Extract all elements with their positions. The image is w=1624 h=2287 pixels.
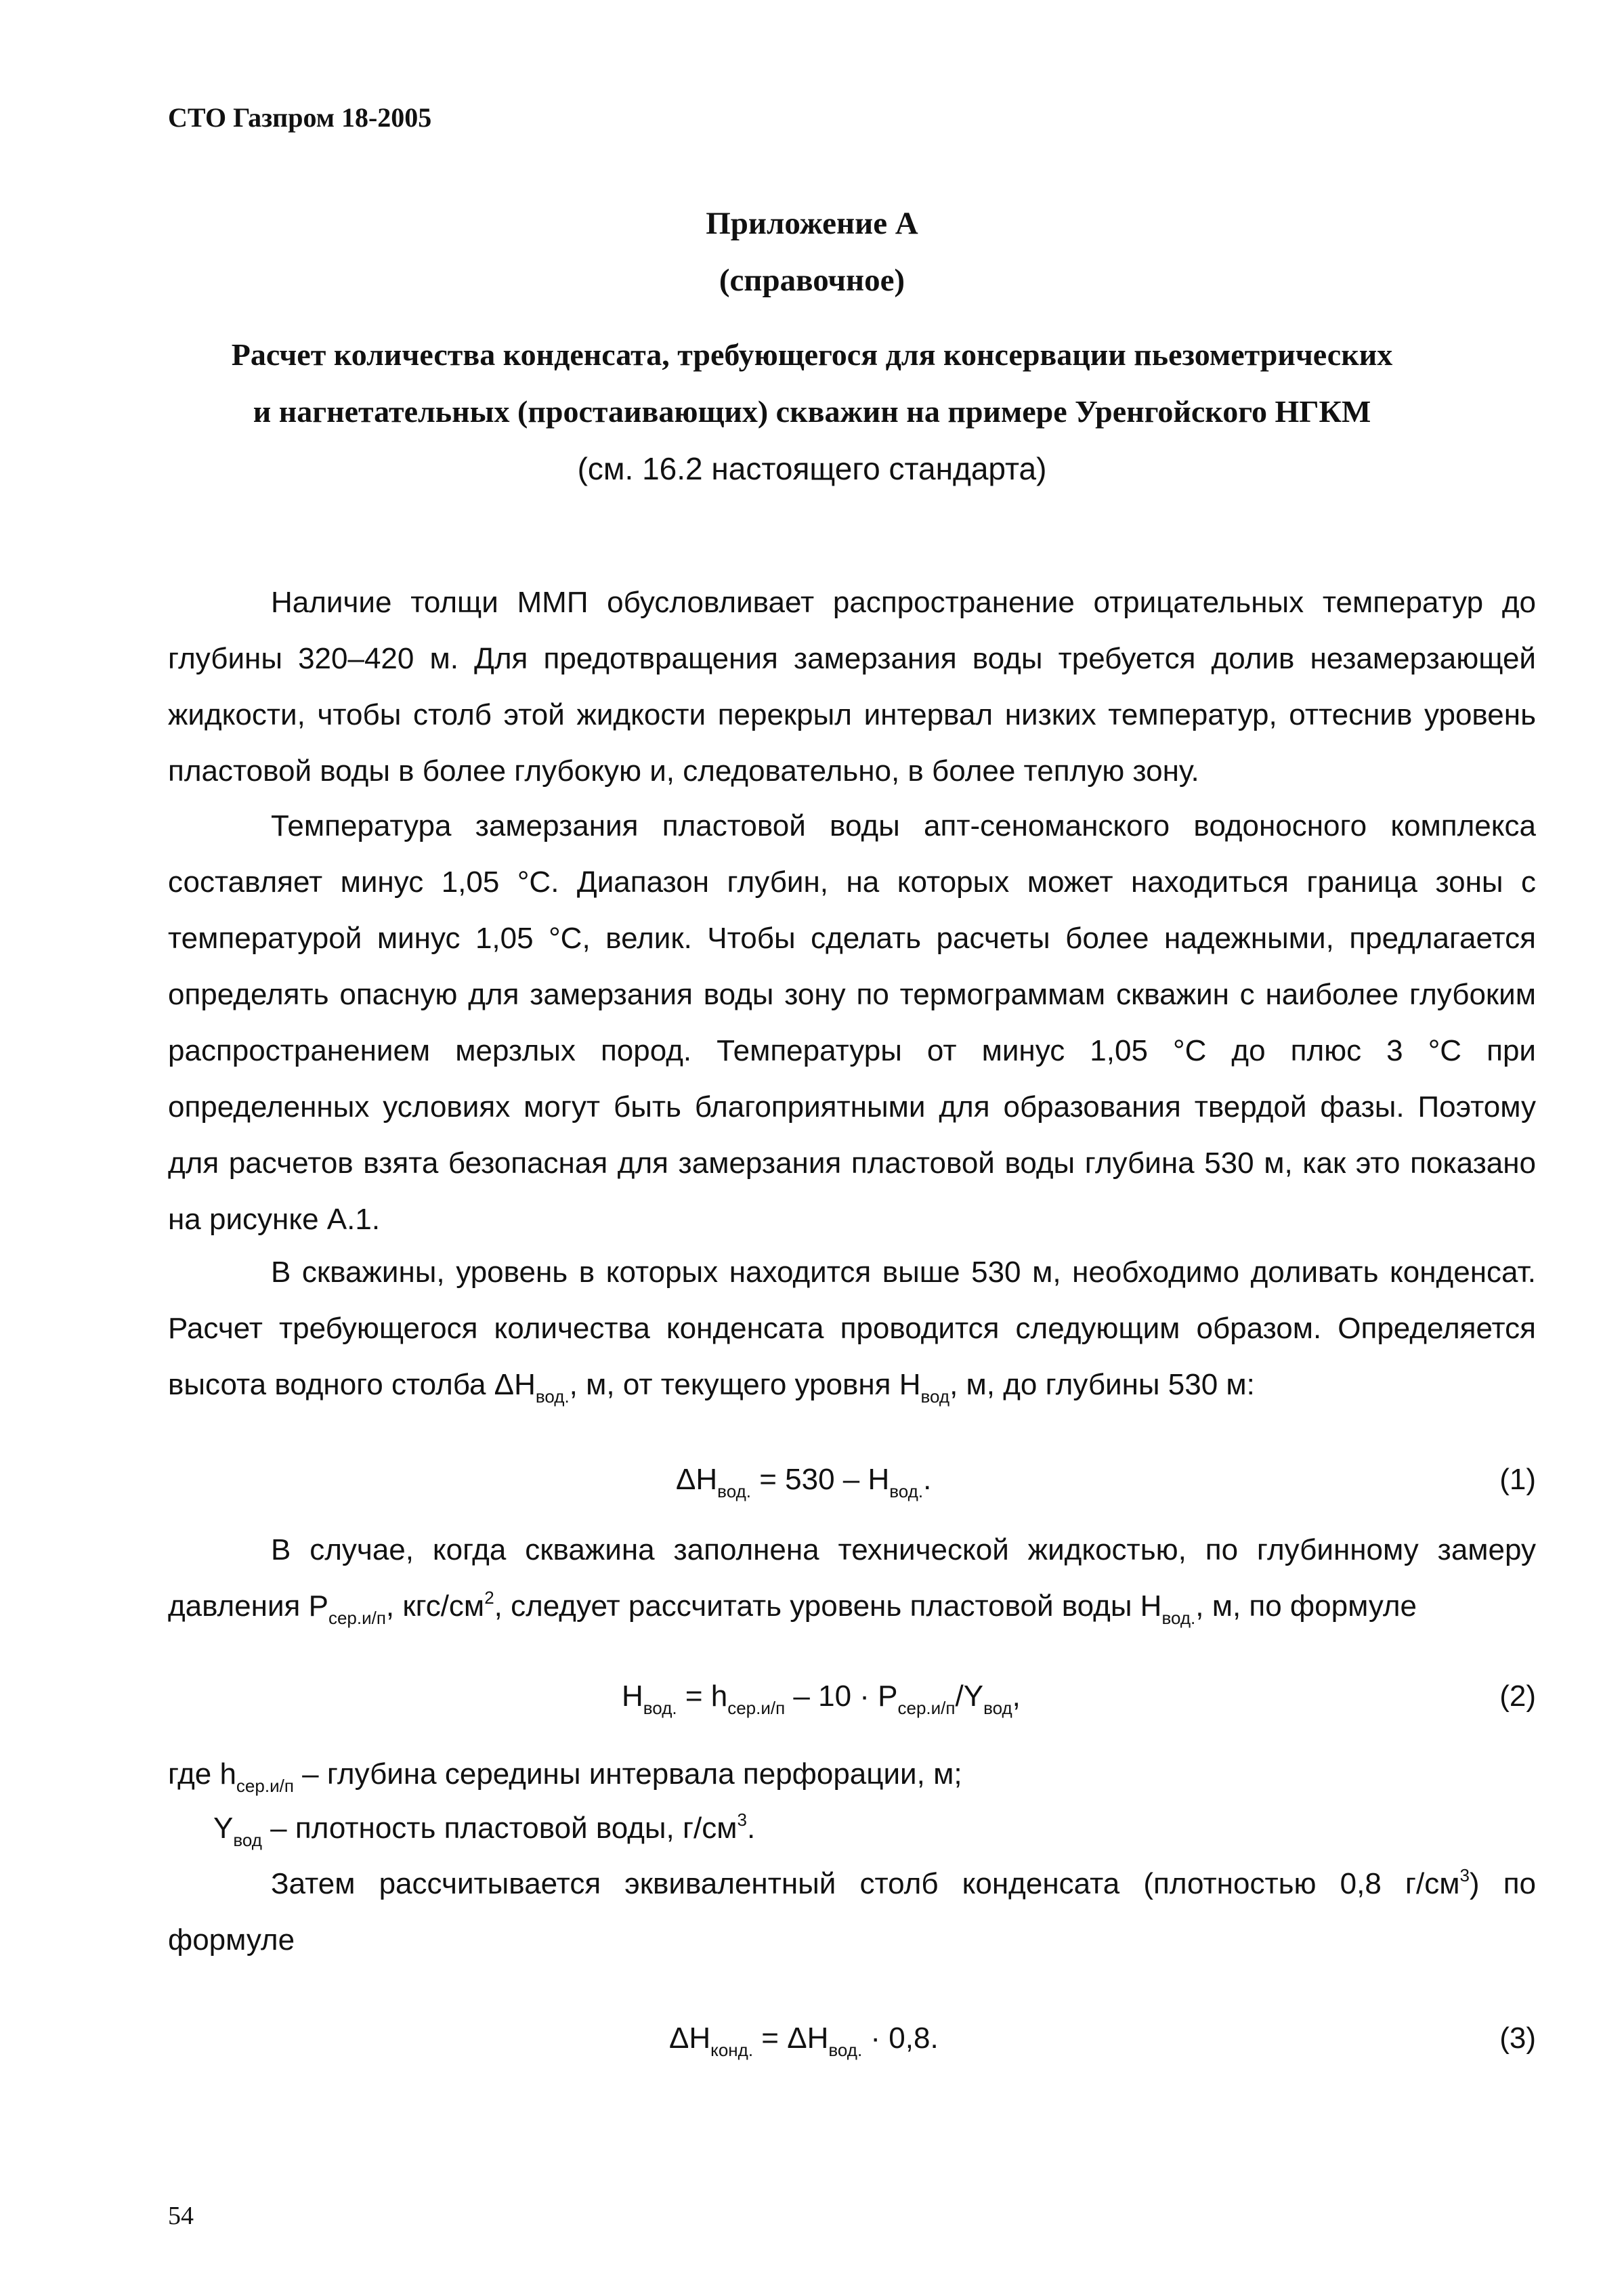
formula-1-expression: $\Delta Н_{вод.} = 530 - Н_{вод.}$.	[676, 1463, 932, 1501]
appendix-kind: (справочное)	[719, 263, 905, 298]
formula-1-number: (1)	[1499, 1463, 1536, 1496]
formula-3	[168, 2022, 1536, 2078]
paragraph-technical-fluid: В случае, когда скважина заполнена технической жидкостью, по глубинному замеру давления $Р_{сер.и/п}$, кгс/$см^2$, следует рассчитать уровень пластовой воды $Н_{вод.}$, м, по формуле	[168, 1533, 1536, 1628]
appendix-heading-line-1: Расчет количества конденсата, требующегося для консервации пьезометрических	[231, 337, 1393, 372]
where-definition-density: $Y_{вод}$ – плотность пластовой воды, $г/см^3$.	[213, 1810, 756, 1850]
formula-2-expression: $Н_{вод.} = h_{сер.и/п} - 10 \cdot Р_{сер.и/п}/Y_{вод}$,	[622, 1680, 1021, 1718]
appendix-heading-line-2: и нагнетательных (простаивающих) скважин на примере Уренгойского НГКМ	[253, 394, 1371, 429]
paragraph-equivalent-column: Затем рассчитывается эквивалентный столб конденсата (плотностью 0,8 $г/см^3$) по формуле	[168, 1865, 1536, 1957]
formula-3-number: (3)	[1499, 2022, 1536, 2055]
appendix-title: Приложение А	[706, 206, 918, 241]
page-number: 54	[168, 2202, 194, 2230]
paragraph-permafrost: Наличие толщи ММП обусловливает распространение отрицательных температур до глубины 320–420 м. Для предотвращения замерзания воды требуется долив незамерзающей жидкости, чтобы столб этой жидкости перекрыл интервал низких температур, оттеснив уровень пластовой воды в более глубокую и, следовательно, в более теплую зону.	[168, 586, 1536, 788]
document-code: СТО Газпром 18-2005	[168, 102, 432, 133]
paragraph-freezing-temperature: Температура замерзания пластовой воды апт-сеноманского водоносного комплекса составляет минус 1,05 °С. Диапазон глубин, на которых может находиться граница зоны с температурой минус 1,05 °С, велик. Чтобы сделать расчеты более надежными, предлагается определять опасную для замерзания воды зону по термограммам скважин с наиболее глубоким распространением мерзлых пород. Температуры от минус 1,05 °С до плюс 3 °С при определенных условиях могут быть благоприятными для образования твердой фазы. Поэтому для расчетов взята безопасная для замерзания пластовой воды глубина 530 м, как это показано на рисунке А.1.	[168, 809, 1536, 1236]
formula-1	[168, 1463, 1536, 1519]
formula-2-number: (2)	[1499, 1680, 1536, 1713]
formula-2	[168, 1680, 1536, 1736]
where-definition-perforation: где $h_{сер.и/п}$ – глубина середины интервала перфорации, м;	[168, 1757, 962, 1796]
appendix-heading-reference: (см. 16.2 настоящего стандарта)	[577, 451, 1047, 486]
paragraph-condensate-calculation: В скважины, уровень в которых находится выше 530 м, необходимо доливать конденсат. Расчет требующегося количества конденсата проводится следующим образом. Определяется высота водного столба $\Delta Н_{вод.}$, м, от текущего уровня $Н_{вод}$, м, до глубины 530 м:	[168, 1256, 1536, 1407]
formula-3-expression: $\Delta Н_{конд.} = \Delta Н_{вод.} \cdot 0,8$.	[669, 2022, 939, 2060]
